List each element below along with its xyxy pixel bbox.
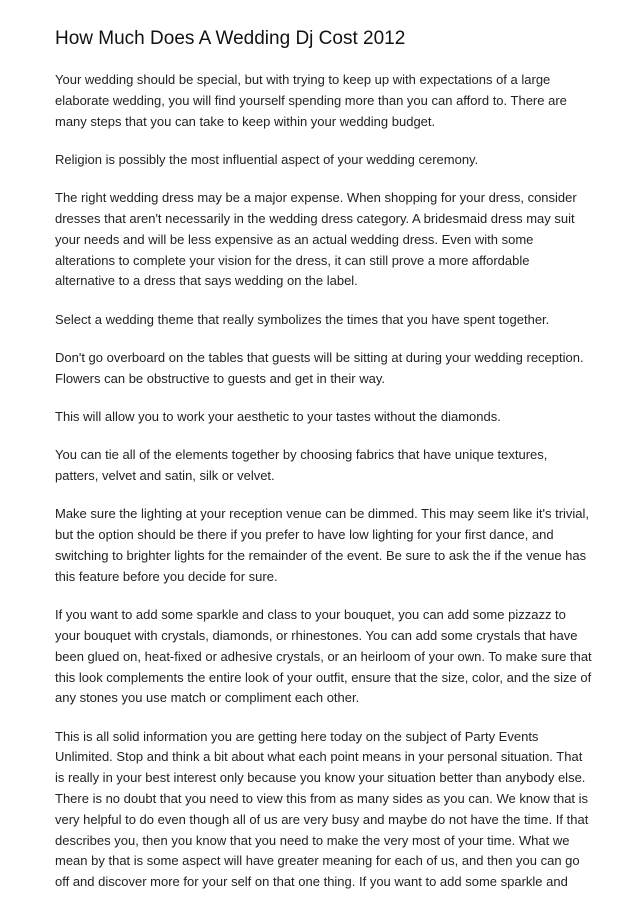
paragraph-theme: Select a wedding theme that really symbolizes the times that you have spent together. [55, 311, 550, 327]
paragraph-bouquet: If you want to add some sparkle and class to your bouquet, you can add some pizzazz to your bouquet with crystals, diamonds, or rhinestones. You can add some crystals that have been glued on, heat-fixed or adhesive crystals, or an heirloom of your own. To make sure that this look complements the entire look of your outfit, ensure that the size, color, and the size of any stones you use match or compliment each other. [55, 607, 592, 706]
paragraph-dress: The right wedding dress may be a major expense. When shopping for your dress, consider dresses that aren't necessarily in the wedding dress category. A bridesmaid dress may suit your needs and will be less expensive as an actual wedding dress. Even with some alterations to complete your vision for the dress, it can still prove a more affordable alternative to a dress that says wedding on the label. [55, 190, 577, 289]
paragraph-fabrics: You can tie all of the elements together by choosing fabrics that have unique textures, patters, velvet and satin, silk or velvet. [55, 447, 548, 484]
paragraph-tables: Don't go overboard on the tables that guests will be sitting at during your wedding reception. Flowers can be obstructive to guests and get in their way. [55, 349, 584, 386]
paragraph-aesthetic: This will allow you to work your aesthetic to your tastes without the diamonds. [55, 409, 501, 425]
paragraph-intro: Your wedding should be special, but with trying to keep up with expectations of a large elaborate wedding, you will find yourself spending more than you can afford to. There are many steps that you can take to keep within your wedding budget. [55, 72, 567, 129]
paragraph-summary: This is all solid information you are getting here today on the subject of Party Events Unlimited. Stop and think a bit about what each point means in your personal situation. That is really in your best interest only because you know your situation better than anybody else. There is no doubt that you need to view this from as many sides as you can. We know that is very helpful to do even though all of us are very busy and maybe do not have the time. If that describes you, then you know that you need to make the very most of your time. What we mean by that is some aspect will have greater meaning for each of us, and then you can go off and discover more for your self on that one thing. If you want to add some sparkle and [55, 728, 589, 890]
paragraph-religion: Religion is possibly the most influential aspect of your wedding ceremony. [55, 151, 479, 167]
paragraph-lighting: Make sure the lighting at your reception venue can be dimmed. This may seem like it's trivial, but the option should be there if you prefer to have low lighting for your first dance, and switching to brighter lights for the remainder of the event. Be sure to ask the if the venue has this feature before you decide for sure. [55, 506, 590, 584]
document-title: How Much Does A Wedding Dj Cost 2012 [55, 28, 406, 49]
